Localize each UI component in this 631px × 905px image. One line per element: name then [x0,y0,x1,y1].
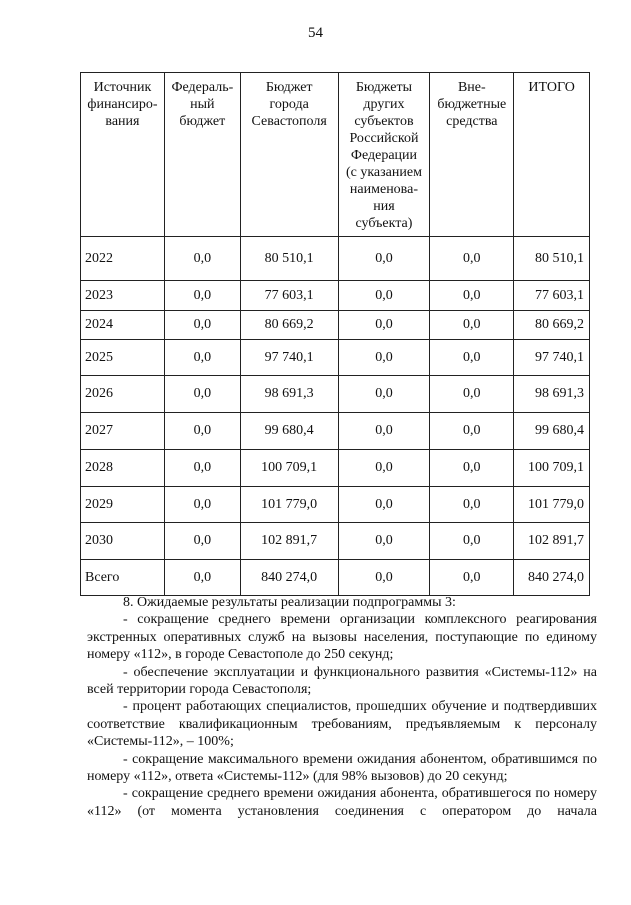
result-item: - обеспечение эксплуатации и функционального развития «Системы-112» на всей территории города Севастополя; [87,664,597,698]
cell-total: 840 274,0 [514,560,590,596]
table-row [81,376,590,413]
cell-federal: 0,0 [164,487,240,523]
cell-other-subjects: 0,0 [338,487,430,523]
row-year: 2025 [81,340,165,376]
cell-federal: 0,0 [164,311,240,340]
cell-federal: 0,0 [164,413,240,450]
cell-extrabudgetary: 0,0 [430,487,514,523]
cell-total: 97 740,1 [514,340,590,376]
cell-total: 80 510,1 [514,237,590,281]
cell-extrabudgetary: 0,0 [430,560,514,596]
cell-federal: 0,0 [164,523,240,560]
result-item: - процент работающих специалистов, прошедших обучение и подтвердивших соответствие квалификационным требованиям, предъявляемым к персоналу «Системы-112», – 100%; [87,699,597,750]
cell-federal: 0,0 [164,237,240,281]
cell-total: 98 691,3 [514,376,590,413]
cell-extrabudgetary: 0,0 [430,523,514,560]
cell-extrabudgetary: 0,0 [430,450,514,487]
header-source: Источник финансиро- вания [81,73,165,237]
cell-extrabudgetary: 0,0 [430,281,514,311]
result-item: - сокращение среднего времени ожидания абонента, обратившегося по номеру «112» (от момента установления соединения с оператором до начала [87,786,597,819]
table-row-total [81,560,590,596]
cell-other-subjects: 0,0 [338,413,430,450]
cell-federal: 0,0 [164,560,240,596]
expected-results-section [87,594,597,820]
header-other-subjects-budget: Бюджеты других субъектов Российской Федерации (с указанием наименова- ния субъекта) [338,73,430,237]
cell-other-subjects: 0,0 [338,560,430,596]
row-year: 2029 [81,487,165,523]
row-year: 2026 [81,376,165,413]
cell-other-subjects: 0,0 [338,340,430,376]
cell-total: 99 680,4 [514,413,590,450]
cell-extrabudgetary: 0,0 [430,376,514,413]
row-year: 2023 [81,281,165,311]
cell-city: 100 709,1 [240,450,338,487]
cell-federal: 0,0 [164,450,240,487]
cell-federal: 0,0 [164,340,240,376]
cell-total: 80 669,2 [514,311,590,340]
cell-extrabudgetary: 0,0 [430,340,514,376]
cell-other-subjects: 0,0 [338,281,430,311]
cell-city: 101 779,0 [240,487,338,523]
result-item: - сокращение максимального времени ожидания абонентом, обратившимся по номеру «112», ответа «Системы-112» (для 98% вызовов) до 20 секунд; [87,751,597,785]
cell-total: 101 779,0 [514,487,590,523]
row-year: 2030 [81,523,165,560]
section-heading: 8. Ожидаемые результаты реализации подпрограммы 3: [123,595,456,610]
cell-city: 102 891,7 [240,523,338,560]
header-total: ИТОГО [514,73,590,237]
row-year: 2022 [81,237,165,281]
table-row [81,450,590,487]
table-row [81,487,590,523]
header-extrabudgetary: Вне- бюджетные средства [430,73,514,237]
cell-total: 100 709,1 [514,450,590,487]
row-year: 2024 [81,311,165,340]
table-row [81,340,590,376]
financing-table [80,72,590,596]
cell-extrabudgetary: 0,0 [430,237,514,281]
header-federal-budget: Федераль- ный бюджет [164,73,240,237]
cell-extrabudgetary: 0,0 [430,311,514,340]
row-total-label: Всего [81,560,165,596]
cell-city: 97 740,1 [240,340,338,376]
cell-total: 102 891,7 [514,523,590,560]
cell-total: 77 603,1 [514,281,590,311]
cell-city: 99 680,4 [240,413,338,450]
cell-extrabudgetary: 0,0 [430,413,514,450]
table-row [81,237,590,281]
row-year: 2027 [81,413,165,450]
cell-city: 80 510,1 [240,237,338,281]
table-row [81,311,590,340]
cell-other-subjects: 0,0 [338,311,430,340]
cell-city: 98 691,3 [240,376,338,413]
cell-city: 840 274,0 [240,560,338,596]
table-row [81,523,590,560]
cell-city: 77 603,1 [240,281,338,311]
row-year: 2028 [81,450,165,487]
table-header-row [81,73,590,237]
cell-other-subjects: 0,0 [338,376,430,413]
cell-city: 80 669,2 [240,311,338,340]
cell-federal: 0,0 [164,376,240,413]
page-number: 54 [308,25,323,41]
cell-other-subjects: 0,0 [338,523,430,560]
result-item: - сокращение среднего времени организации комплексного реагирования экстренных оперативных служб на вызовы населения, поступающие по единому номеру «112», в городе Севастополе до 250 секунд; [87,612,597,663]
header-city-budget: Бюджет города Севастополя [240,73,338,237]
table-row [81,413,590,450]
cell-other-subjects: 0,0 [338,450,430,487]
cell-federal: 0,0 [164,281,240,311]
table-row [81,281,590,311]
cell-other-subjects: 0,0 [338,237,430,281]
